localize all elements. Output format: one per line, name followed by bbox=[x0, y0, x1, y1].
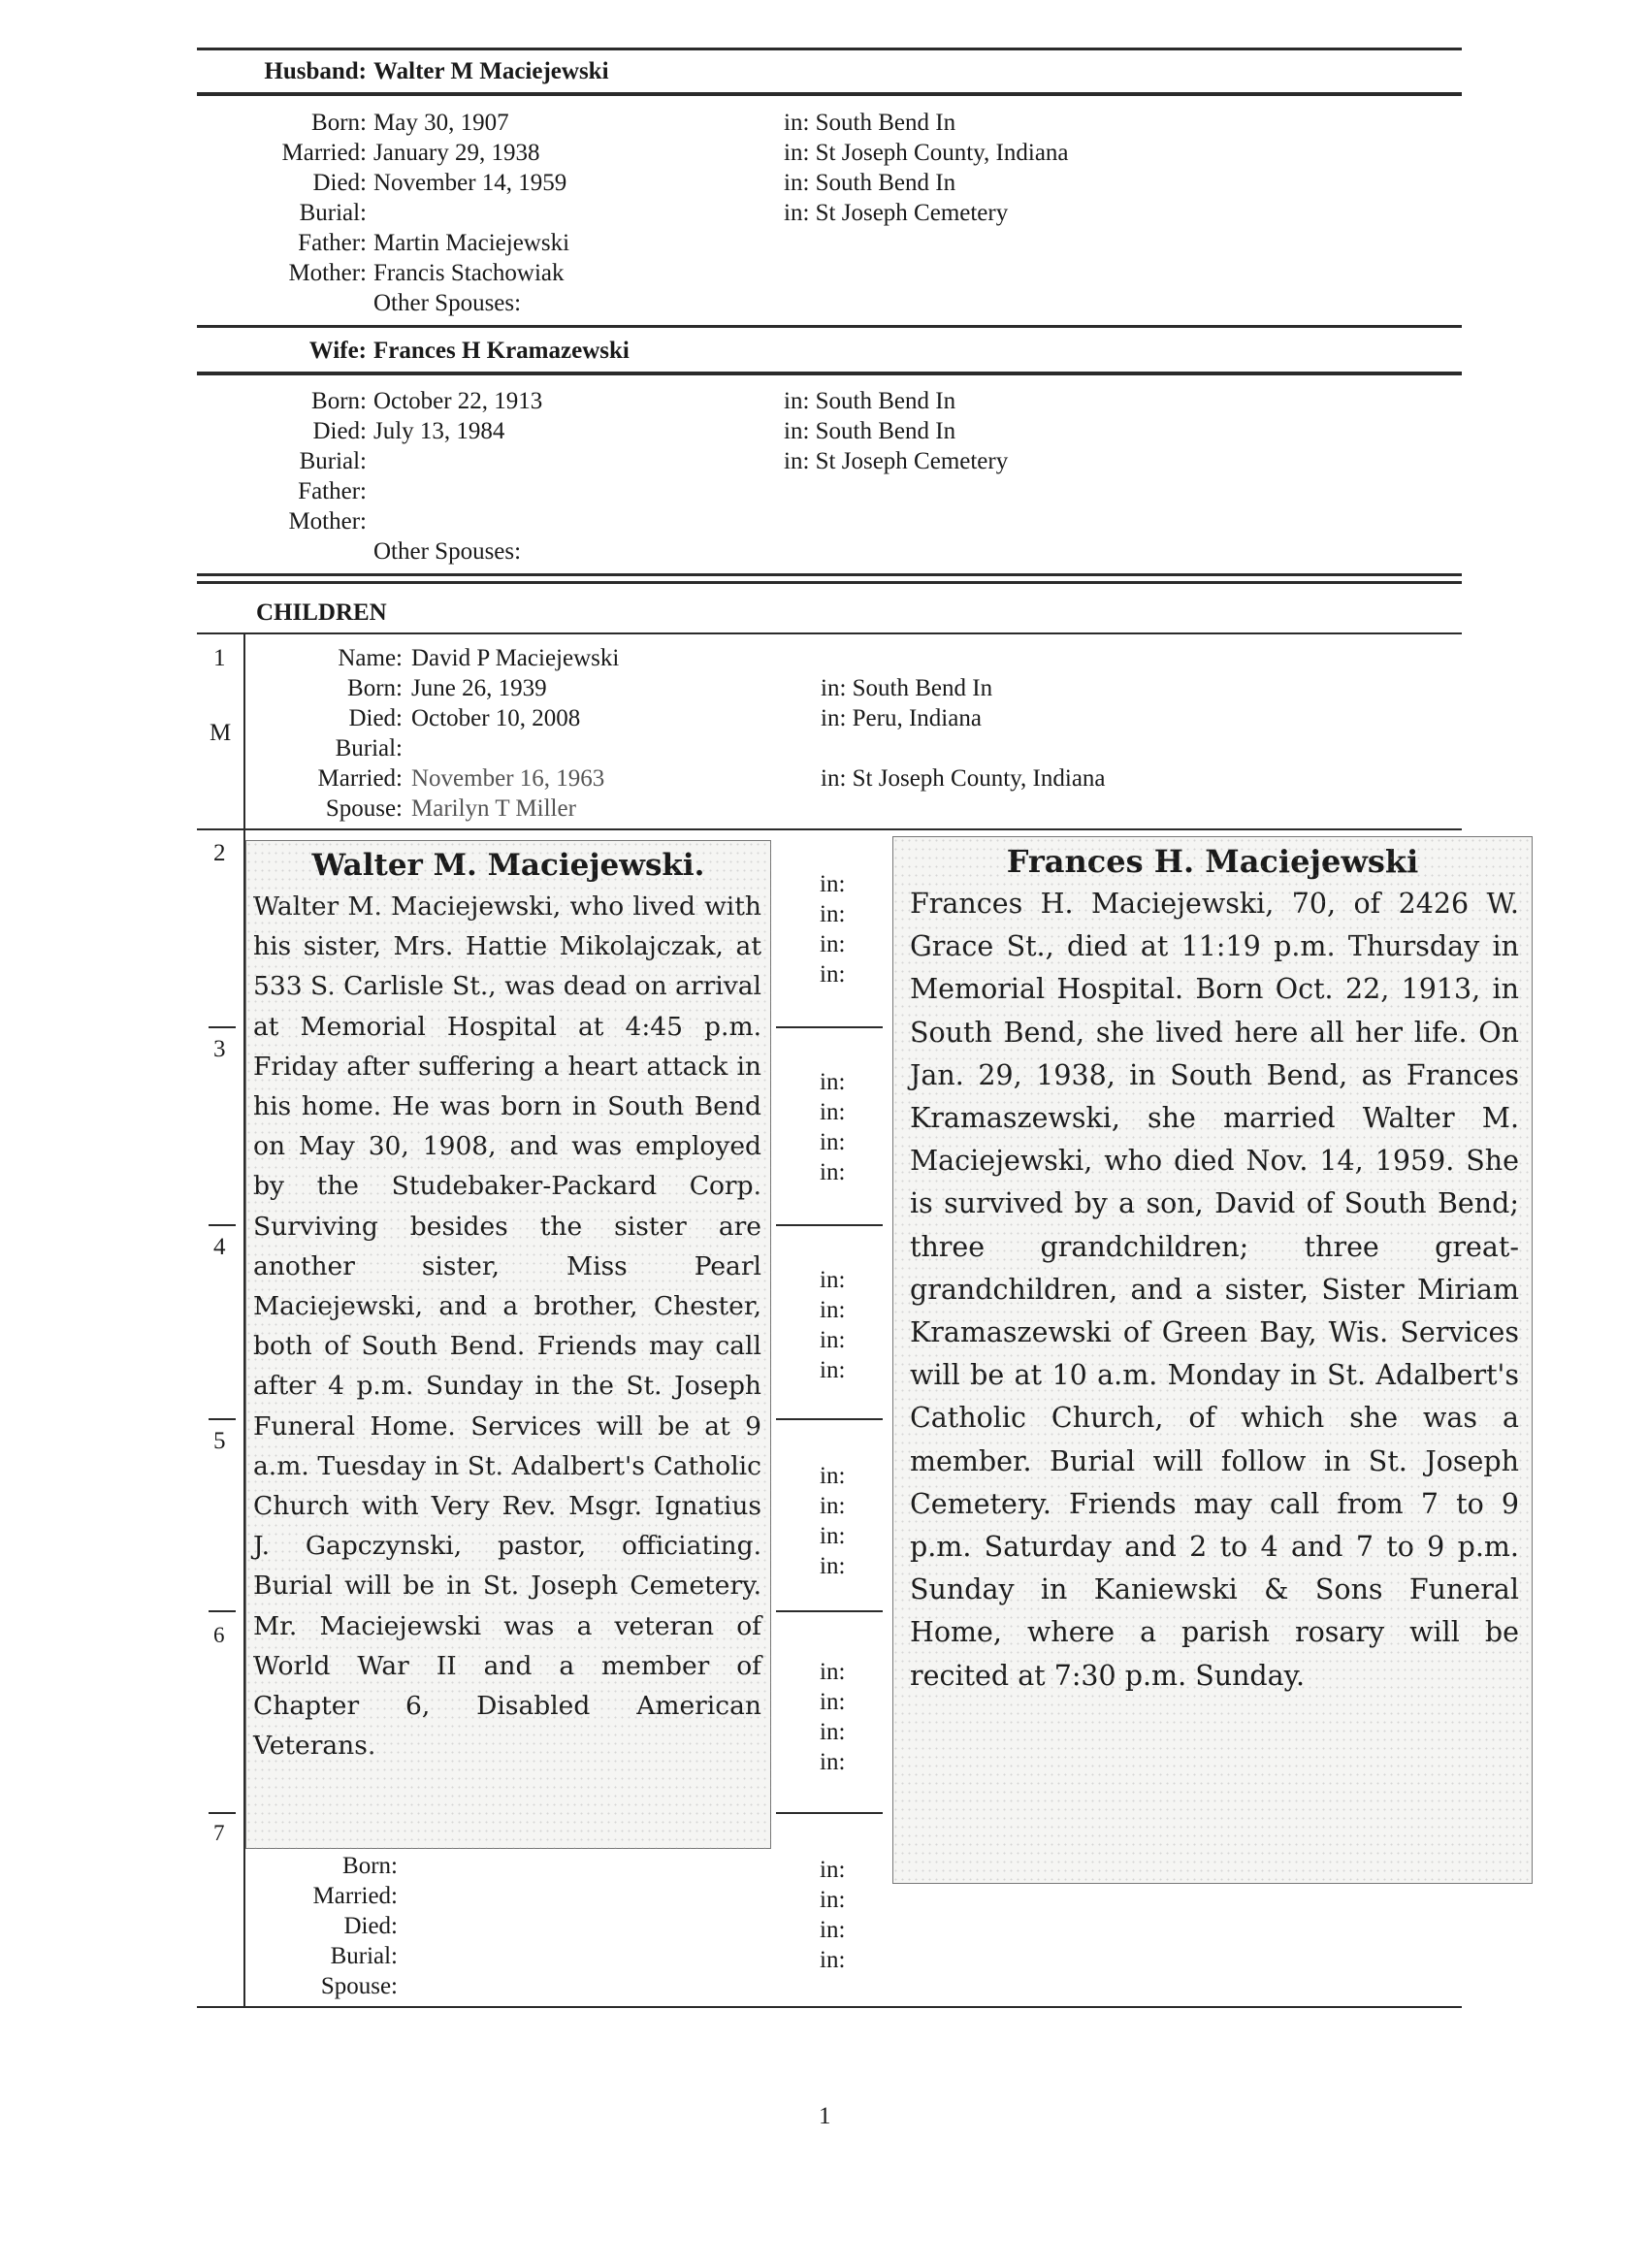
child-1-born-place: in: South Bend In bbox=[821, 675, 993, 701]
child-3-in-2: in: bbox=[820, 1099, 846, 1125]
wife-father-label: Father: bbox=[298, 478, 367, 504]
child-2-in-4: in: bbox=[820, 961, 846, 988]
child-7-in-2: in: bbox=[820, 1887, 846, 1913]
page-number: 1 bbox=[819, 2103, 831, 2129]
child-6-in-1: in: bbox=[820, 1659, 846, 1685]
child-row-divider-2-mid bbox=[776, 1026, 883, 1028]
child-1-spouse-value: Marilyn T Miller bbox=[411, 795, 576, 822]
husband-other-spouses: Other Spouses: bbox=[373, 290, 522, 316]
child-1-married-label: Married: bbox=[317, 765, 403, 792]
children-heading-rule bbox=[197, 632, 1462, 634]
frances-obituary-title: Frances H. Maciejewski bbox=[1006, 843, 1419, 880]
children-top-rule-1 bbox=[197, 573, 1462, 576]
husband-mother-label: Mother: bbox=[288, 260, 367, 286]
frances-obituary-body: Frances H. Maciejewski, 70, of 2426 W. Grace St., died at 11:19 p.m. Thursday in Memorial Hospital. Born Oct. 22, 1913, in South Bend, she lived here all her life. On Jan. 29, 1938, in South Bend, as Frances Kramaszewski, she married Walter M. Maciejewski, who died Nov. 14, 1959. She is survived by a son, David of South Bend; three grandchildren; three great-grandchildren, and a sister, Sister Miriam Kramaszewski of Green Bay, Wis. Services will be at 10 a.m. Monday in St. Adalbert's Catholic Church, of which she was a member. Burial will follow in St. Joseph Cemetery. Friends may call from 7 to 9 p.m. Saturday and 2 to 4 and 7 to 9 p.m. Sunday in Kaniewski & Sons Funeral Home, where a parish rosary will be recited at 7:30 p.m. Sunday. bbox=[910, 888, 1519, 1692]
child-row-divider-5 bbox=[209, 1610, 236, 1612]
child-1-died-value: October 10, 2008 bbox=[411, 705, 581, 731]
husband-married-label: Married: bbox=[281, 140, 367, 166]
child-6-number: 6 bbox=[213, 1623, 225, 1647]
husband-married-place: in: St Joseph County, Indiana bbox=[784, 140, 1069, 166]
children-top-rule-2 bbox=[197, 581, 1462, 584]
child-2-in-3: in: bbox=[820, 931, 846, 957]
wife-born-label: Born: bbox=[311, 388, 367, 414]
child-row-divider-2 bbox=[209, 1026, 236, 1028]
wife-died-place: in: South Bend In bbox=[784, 418, 956, 444]
child-3-number: 3 bbox=[213, 1036, 226, 1062]
husband-born-label: Born: bbox=[311, 110, 367, 136]
wife-heading-label: Wife: bbox=[308, 338, 367, 364]
husband-died-label: Died: bbox=[312, 170, 367, 196]
husband-burial-place: in: St Joseph Cemetery bbox=[784, 200, 1009, 226]
wife-name: Frances H Kramazewski bbox=[373, 338, 630, 364]
child-6-in-2: in: bbox=[820, 1689, 846, 1715]
child-5-number: 5 bbox=[213, 1428, 226, 1454]
child-6-in-4: in: bbox=[820, 1749, 846, 1775]
husband-mother-value: Francis Stachowiak bbox=[373, 260, 565, 286]
child-4-in-4: in: bbox=[820, 1357, 846, 1383]
child-1-born-label: Born: bbox=[347, 675, 403, 701]
child-row-divider-4-mid bbox=[776, 1418, 883, 1420]
wife-born-place: in: South Bend In bbox=[784, 388, 956, 414]
child-7-died-label: Died: bbox=[343, 1913, 398, 1939]
wife-died-label: Died: bbox=[312, 418, 367, 444]
wife-other-spouses: Other Spouses: bbox=[373, 538, 522, 565]
child-1-died-place: in: Peru, Indiana bbox=[821, 705, 982, 731]
wife-born-value: October 22, 1913 bbox=[373, 388, 543, 414]
wife-burial-place: in: St Joseph Cemetery bbox=[784, 448, 1009, 474]
child-1-sex: M bbox=[210, 720, 232, 746]
husband-married-value: January 29, 1938 bbox=[373, 140, 540, 166]
child-1-married-value: November 16, 1963 bbox=[411, 765, 605, 792]
husband-born-place: in: South Bend In bbox=[784, 110, 956, 136]
child-row-divider-6 bbox=[209, 1812, 236, 1814]
wife-died-value: July 13, 1984 bbox=[373, 418, 505, 444]
child-7-in-4: in: bbox=[820, 1947, 846, 1973]
child-row-divider-1 bbox=[197, 828, 1462, 830]
child-5-in-4: in: bbox=[820, 1553, 846, 1579]
child-3-in-4: in: bbox=[820, 1159, 846, 1185]
child-1-name-value: David P Maciejewski bbox=[411, 645, 620, 671]
child-1-number: 1 bbox=[213, 645, 226, 671]
wife-burial-label: Burial: bbox=[299, 448, 367, 474]
child-1-burial-label: Burial: bbox=[335, 735, 403, 761]
husband-died-place: in: South Bend In bbox=[784, 170, 956, 196]
frances-obituary-clipping bbox=[892, 836, 1533, 1884]
children-bottom-rule bbox=[197, 2006, 1462, 2008]
child-1-died-label: Died: bbox=[348, 705, 403, 731]
child-1-name-label: Name: bbox=[338, 645, 403, 671]
top-rule bbox=[197, 48, 1462, 50]
child-row-divider-5-mid bbox=[776, 1610, 883, 1612]
child-7-born-label: Born: bbox=[342, 1853, 398, 1879]
husband-born-value: May 30, 1907 bbox=[373, 110, 509, 136]
wife-rule bbox=[197, 372, 1462, 375]
child-5-in-1: in: bbox=[820, 1463, 846, 1489]
child-2-number: 2 bbox=[213, 840, 226, 866]
child-4-in-3: in: bbox=[820, 1327, 846, 1353]
child-5-in-2: in: bbox=[820, 1493, 846, 1519]
child-2-in-2: in: bbox=[820, 901, 846, 927]
child-7-in-3: in: bbox=[820, 1917, 846, 1943]
child-1-spouse-label: Spouse: bbox=[325, 795, 403, 822]
child-4-in-2: in: bbox=[820, 1297, 846, 1323]
husband-father-label: Father: bbox=[298, 230, 367, 256]
child-4-in-1: in: bbox=[820, 1267, 846, 1293]
child-7-spouse-label: Spouse: bbox=[320, 1973, 398, 1999]
child-4-number: 4 bbox=[213, 1234, 226, 1260]
child-row-divider-3-mid bbox=[776, 1224, 883, 1226]
child-5-in-3: in: bbox=[820, 1523, 846, 1549]
child-7-in-1: in: bbox=[820, 1857, 846, 1883]
husband-name: Walter M Maciejewski bbox=[373, 58, 609, 84]
children-heading: CHILDREN bbox=[256, 599, 387, 626]
child-7-burial-label: Burial: bbox=[330, 1943, 398, 1969]
child-2-in-1: in: bbox=[820, 871, 846, 897]
child-7-married-label: Married: bbox=[312, 1883, 398, 1909]
child-7-number: 7 bbox=[213, 1821, 225, 1845]
child-6-in-3: in: bbox=[820, 1719, 846, 1745]
walter-obituary-title: Walter M. Maciejewski. bbox=[311, 848, 705, 883]
child-row-divider-3 bbox=[209, 1224, 236, 1226]
child-row-divider-4 bbox=[209, 1418, 236, 1420]
child-3-in-3: in: bbox=[820, 1129, 846, 1155]
husband-burial-label: Burial: bbox=[299, 200, 367, 226]
husband-rule bbox=[197, 92, 1462, 96]
husband-died-value: November 14, 1959 bbox=[373, 170, 567, 196]
walter-obituary-clipping bbox=[245, 840, 771, 1849]
husband-heading-label: Husband: bbox=[264, 58, 367, 84]
child-3-in-1: in: bbox=[820, 1069, 846, 1095]
child-1-married-place: in: St Joseph County, Indiana bbox=[821, 765, 1106, 792]
walter-obituary-body: Walter M. Maciejewski, who lived with his sister, Mrs. Hattie Mikolajczak, at 533 S. Carlisle St., was dead on arrival at Memorial Hospital at 4:45 p.m. Friday after suffering a heart attack in his home. He was born in South Bend on May 30, 1908, and was employed by the Studebaker-Packard Corp. Surviving besides the sister are another sister, Miss Pearl Maciejewski, and a brother, Chester, both of South Bend. Friends may call after 4 p.m. Sunday in the St. Joseph Funeral Home. Services will be at 9 a.m. Tuesday in St. Adalbert's Catholic Church with Very Rev. Msgr. Ignatius J. Gapczynski, pastor, officiating. Burial will be in St. Joseph Cemetery. Mr. Maciejewski was a veteran of World War II and a member of Chapter 6, Disabled American Veterans. bbox=[253, 891, 761, 1762]
husband-father-value: Martin Maciejewski bbox=[373, 230, 570, 256]
child-row-divider-6-mid bbox=[776, 1812, 883, 1814]
wife-mother-label: Mother: bbox=[288, 508, 367, 535]
child-1-born-value: June 26, 1939 bbox=[411, 675, 547, 701]
wife-top-rule bbox=[197, 325, 1462, 328]
